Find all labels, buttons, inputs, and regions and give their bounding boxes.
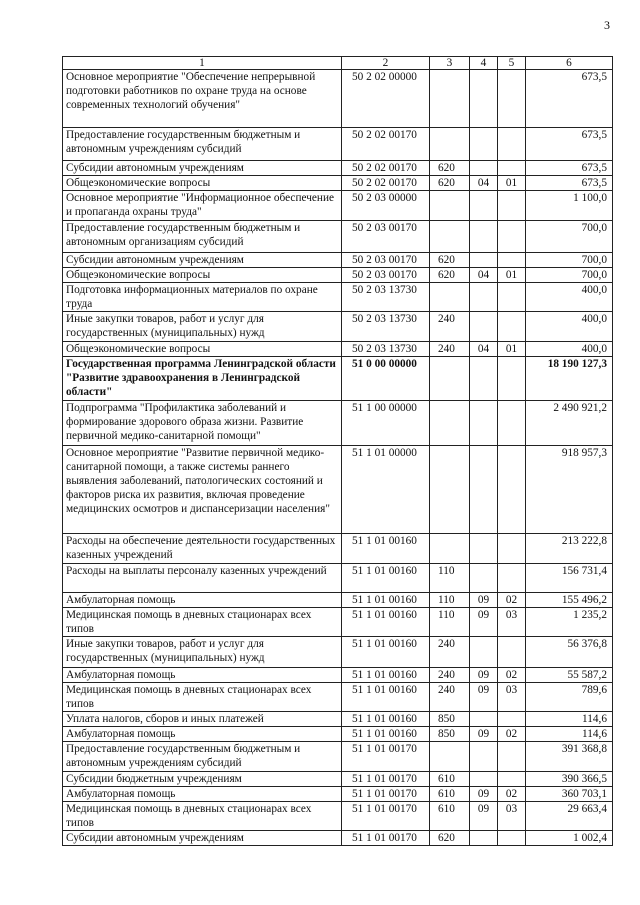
row-pr-cell: [498, 742, 526, 772]
row-pr-cell: 01: [498, 342, 526, 357]
row-name-cell: Амбулаторная помощь: [63, 787, 342, 802]
table-row: [63, 712, 613, 727]
row-sum-cell: 56 376,8: [526, 637, 613, 668]
table-row: [63, 802, 613, 831]
row-sum-cell: 700,0: [526, 221, 613, 253]
budget-table: [62, 56, 613, 846]
row-sum-cell: 391 368,8: [526, 742, 613, 772]
row-sum-cell: 673,5: [526, 161, 613, 176]
row-vr-cell: [430, 534, 470, 564]
row-sum-cell: 29 663,4: [526, 802, 613, 831]
row-pr-cell: [498, 221, 526, 253]
row-vr-cell: 620: [430, 161, 470, 176]
row-name-cell: Амбулаторная помощь: [63, 727, 342, 742]
table-row: [63, 221, 613, 253]
row-code-cell: 50 2 03 00170: [342, 221, 430, 253]
row-rz-cell: [470, 712, 498, 727]
row-code-cell: 51 1 01 00160: [342, 727, 430, 742]
row-vr-cell: 620: [430, 176, 470, 191]
row-rz-cell: [470, 637, 498, 668]
row-name-cell: Медицинская помощь в дневных стационарах всех типов: [63, 608, 342, 637]
row-pr-cell: 02: [498, 668, 526, 683]
row-name-cell: Субсидии бюджетным учреждениям: [63, 772, 342, 787]
table-row: [63, 564, 613, 593]
table-row: [63, 357, 613, 401]
row-name-cell: Предоставление государственным бюджетным и автономным организациям субсидий: [63, 221, 342, 253]
row-name-cell: Общеэкономические вопросы: [63, 342, 342, 357]
row-pr-cell: [498, 283, 526, 312]
row-name-cell: Уплата налогов, сборов и иных платежей: [63, 712, 342, 727]
row-sum-cell: 400,0: [526, 312, 613, 342]
row-sum-cell: 918 957,3: [526, 446, 613, 534]
table-row: [63, 312, 613, 342]
row-name-cell: Амбулаторная помощь: [63, 593, 342, 608]
row-vr-cell: [430, 357, 470, 401]
row-pr-cell: [498, 712, 526, 727]
table-row: [63, 637, 613, 668]
row-sum-cell: 673,5: [526, 70, 613, 128]
row-code-cell: 51 1 01 00170: [342, 772, 430, 787]
row-code-cell: 51 1 01 00160: [342, 564, 430, 593]
row-vr-cell: 240: [430, 342, 470, 357]
row-pr-cell: 02: [498, 727, 526, 742]
row-rz-cell: 09: [470, 608, 498, 637]
row-rz-cell: [470, 831, 498, 846]
row-pr-cell: 01: [498, 268, 526, 283]
row-pr-cell: [498, 446, 526, 534]
row-rz-cell: [470, 70, 498, 128]
row-rz-cell: 09: [470, 593, 498, 608]
row-vr-cell: 620: [430, 831, 470, 846]
row-pr-cell: [498, 637, 526, 668]
table-row: [63, 742, 613, 772]
row-vr-cell: [430, 401, 470, 446]
row-vr-cell: 240: [430, 683, 470, 712]
row-rz-cell: [470, 772, 498, 787]
row-code-cell: 51 1 01 00160: [342, 712, 430, 727]
row-pr-cell: 02: [498, 787, 526, 802]
row-code-cell: 51 1 01 00000: [342, 446, 430, 534]
row-vr-cell: 620: [430, 268, 470, 283]
row-pr-cell: 02: [498, 593, 526, 608]
table-row: [63, 342, 613, 357]
row-sum-cell: 1 235,2: [526, 608, 613, 637]
row-sum-cell: 390 366,5: [526, 772, 613, 787]
row-name-cell: Основное мероприятие "Обеспечение непрерывной подготовки работников по охране труда на основе современных технологий обучения": [63, 70, 342, 128]
row-rz-cell: [470, 357, 498, 401]
table-row: [63, 608, 613, 637]
row-code-cell: 51 1 01 00170: [342, 802, 430, 831]
row-vr-cell: [430, 70, 470, 128]
row-code-cell: 51 1 01 00170: [342, 831, 430, 846]
table-header-row: [63, 57, 613, 70]
header-cell: 1: [63, 57, 342, 70]
row-sum-cell: 55 587,2: [526, 668, 613, 683]
row-pr-cell: [498, 401, 526, 446]
table-row: [63, 446, 613, 534]
row-vr-cell: [430, 191, 470, 221]
row-name-cell: Иные закупки товаров, работ и услуг для государственных (муниципальных) нужд: [63, 312, 342, 342]
table-row: [63, 253, 613, 268]
row-rz-cell: [470, 191, 498, 221]
row-name-cell: Субсидии автономным учреждениям: [63, 831, 342, 846]
row-vr-cell: [430, 128, 470, 161]
row-name-cell: Иные закупки товаров, работ и услуг для государственных (муниципальных) нужд: [63, 637, 342, 668]
row-pr-cell: [498, 70, 526, 128]
table-row: [63, 128, 613, 161]
row-rz-cell: 09: [470, 683, 498, 712]
row-pr-cell: 03: [498, 802, 526, 831]
row-code-cell: 50 2 02 00170: [342, 176, 430, 191]
row-name-cell: Расходы на выплаты персоналу казенных учреждений: [63, 564, 342, 593]
row-sum-cell: 1 002,4: [526, 831, 613, 846]
row-sum-cell: 400,0: [526, 342, 613, 357]
row-sum-cell: 400,0: [526, 283, 613, 312]
row-rz-cell: [470, 564, 498, 593]
row-name-cell: Подготовка информационных материалов по охране труда: [63, 283, 342, 312]
row-code-cell: 50 2 03 00170: [342, 268, 430, 283]
row-rz-cell: [470, 312, 498, 342]
row-name-cell: Основное мероприятие "Информационное обеспечение и пропаганда охраны труда": [63, 191, 342, 221]
row-rz-cell: 09: [470, 668, 498, 683]
row-name-cell: Субсидии автономным учреждениям: [63, 253, 342, 268]
row-pr-cell: [498, 564, 526, 593]
row-pr-cell: [498, 161, 526, 176]
row-code-cell: 51 1 01 00160: [342, 683, 430, 712]
row-rz-cell: 09: [470, 787, 498, 802]
table-row: [63, 161, 613, 176]
row-pr-cell: 03: [498, 683, 526, 712]
row-sum-cell: 700,0: [526, 268, 613, 283]
row-sum-cell: 114,6: [526, 712, 613, 727]
row-sum-cell: 673,5: [526, 128, 613, 161]
row-code-cell: 51 1 01 00160: [342, 534, 430, 564]
page-number: 3: [604, 18, 610, 32]
table-row: [63, 727, 613, 742]
row-vr-cell: 610: [430, 787, 470, 802]
row-name-cell: Субсидии автономным учреждениям: [63, 161, 342, 176]
row-code-cell: 50 2 03 13730: [342, 312, 430, 342]
row-code-cell: 51 1 01 00170: [342, 742, 430, 772]
row-rz-cell: [470, 534, 498, 564]
row-rz-cell: 09: [470, 802, 498, 831]
row-code-cell: 50 2 03 13730: [342, 342, 430, 357]
row-vr-cell: 610: [430, 772, 470, 787]
header-cell: 6: [526, 57, 613, 70]
row-vr-cell: [430, 221, 470, 253]
row-rz-cell: [470, 253, 498, 268]
row-sum-cell: 155 496,2: [526, 593, 613, 608]
row-code-cell: 50 2 03 13730: [342, 283, 430, 312]
row-vr-cell: [430, 446, 470, 534]
row-rz-cell: [470, 401, 498, 446]
row-vr-cell: 240: [430, 668, 470, 683]
row-code-cell: 51 1 01 00160: [342, 637, 430, 668]
row-code-cell: 51 1 01 00160: [342, 608, 430, 637]
table-row: [63, 268, 613, 283]
row-code-cell: 51 1 01 00170: [342, 787, 430, 802]
table-row: [63, 593, 613, 608]
row-name-cell: Предоставление государственным бюджетным и автономным учреждениям субсидий: [63, 128, 342, 161]
row-sum-cell: 673,5: [526, 176, 613, 191]
row-pr-cell: 01: [498, 176, 526, 191]
row-vr-cell: 610: [430, 802, 470, 831]
row-sum-cell: 18 190 127,3: [526, 357, 613, 401]
row-name-cell: Медицинская помощь в дневных стационарах всех типов: [63, 802, 342, 831]
table-row: [63, 401, 613, 446]
row-name-cell: Общеэкономические вопросы: [63, 268, 342, 283]
row-code-cell: 50 2 02 00170: [342, 161, 430, 176]
row-name-cell: Расходы на обеспечение деятельности государственных казенных учреждений: [63, 534, 342, 564]
row-sum-cell: 700,0: [526, 253, 613, 268]
row-name-cell: Амбулаторная помощь: [63, 668, 342, 683]
row-vr-cell: 240: [430, 637, 470, 668]
header-cell: 3: [430, 57, 470, 70]
table-row: [63, 683, 613, 712]
row-sum-cell: 114,6: [526, 727, 613, 742]
row-rz-cell: 04: [470, 268, 498, 283]
row-sum-cell: 789,6: [526, 683, 613, 712]
row-rz-cell: 04: [470, 176, 498, 191]
row-vr-cell: 850: [430, 727, 470, 742]
row-vr-cell: 110: [430, 564, 470, 593]
row-code-cell: 51 1 01 00160: [342, 593, 430, 608]
row-code-cell: 50 2 03 00170: [342, 253, 430, 268]
row-vr-cell: 240: [430, 312, 470, 342]
row-name-cell: Общеэкономические вопросы: [63, 176, 342, 191]
row-rz-cell: [470, 742, 498, 772]
row-vr-cell: [430, 283, 470, 312]
table-row: [63, 787, 613, 802]
header-cell: 4: [470, 57, 498, 70]
row-sum-cell: 156 731,4: [526, 564, 613, 593]
row-name-cell: Государственная программа Ленинградской области "Развитие здравоохранения в Ленинградской области": [63, 357, 342, 401]
row-rz-cell: [470, 283, 498, 312]
row-vr-cell: 620: [430, 253, 470, 268]
row-name-cell: Предоставление государственным бюджетным и автономным учреждениям субсидий: [63, 742, 342, 772]
row-vr-cell: 110: [430, 608, 470, 637]
row-name-cell: Подпрограмма "Профилактика заболеваний и формирование здорового образа жизни. Развитие первичной медико-санитарной помощи": [63, 401, 342, 446]
row-code-cell: 51 1 00 00000: [342, 401, 430, 446]
row-vr-cell: [430, 742, 470, 772]
row-code-cell: 50 2 02 00170: [342, 128, 430, 161]
row-rz-cell: [470, 128, 498, 161]
row-rz-cell: [470, 446, 498, 534]
row-rz-cell: [470, 221, 498, 253]
row-vr-cell: 110: [430, 593, 470, 608]
row-pr-cell: [498, 191, 526, 221]
table-row: [63, 70, 613, 128]
row-pr-cell: [498, 128, 526, 161]
row-pr-cell: [498, 534, 526, 564]
row-code-cell: 50 2 02 00000: [342, 70, 430, 128]
row-rz-cell: 04: [470, 342, 498, 357]
header-cell: 5: [498, 57, 526, 70]
row-pr-cell: [498, 772, 526, 787]
table-row: [63, 283, 613, 312]
row-sum-cell: 1 100,0: [526, 191, 613, 221]
table-row: [63, 534, 613, 564]
row-pr-cell: [498, 357, 526, 401]
table-row: [63, 191, 613, 221]
row-name-cell: Основное мероприятие "Развитие первичной медико-санитарной помощи, а также системы раннего выявления заболеваний, патологических состояний и факторов риска их развития, включая проведение медицинских осмотров и диспансеризации населения": [63, 446, 342, 534]
table-row: [63, 831, 613, 846]
row-name-cell: Медицинская помощь в дневных стационарах всех типов: [63, 683, 342, 712]
row-sum-cell: 2 490 921,2: [526, 401, 613, 446]
row-code-cell: 51 0 00 00000: [342, 357, 430, 401]
header-cell: 2: [342, 57, 430, 70]
row-sum-cell: 360 703,1: [526, 787, 613, 802]
table-row: [63, 176, 613, 191]
table-row: [63, 668, 613, 683]
row-code-cell: 51 1 01 00160: [342, 668, 430, 683]
row-rz-cell: 09: [470, 727, 498, 742]
row-pr-cell: 03: [498, 608, 526, 637]
row-rz-cell: [470, 161, 498, 176]
row-pr-cell: [498, 253, 526, 268]
row-sum-cell: 213 222,8: [526, 534, 613, 564]
row-vr-cell: 850: [430, 712, 470, 727]
table-row: [63, 772, 613, 787]
row-pr-cell: [498, 831, 526, 846]
row-code-cell: 50 2 03 00000: [342, 191, 430, 221]
row-pr-cell: [498, 312, 526, 342]
